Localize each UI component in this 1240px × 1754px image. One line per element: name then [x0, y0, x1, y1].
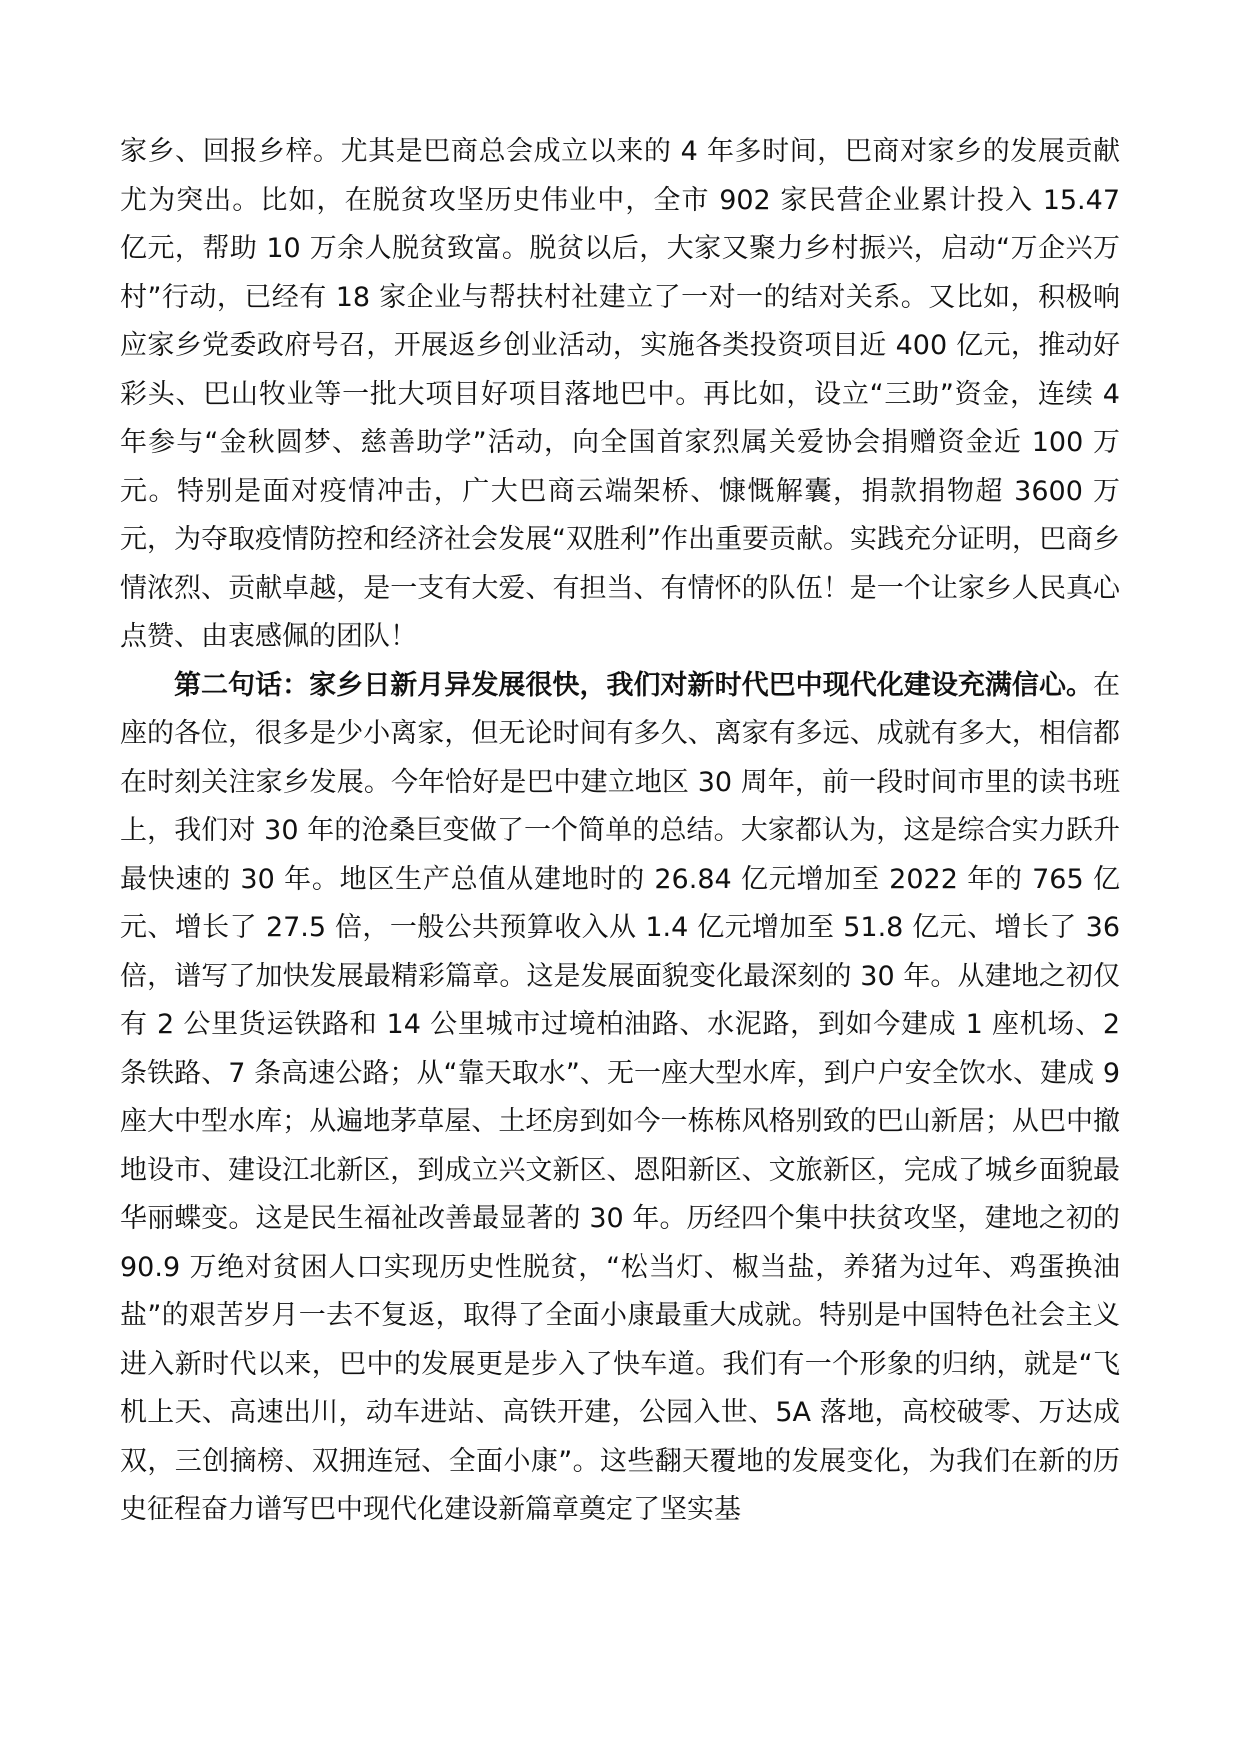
paragraph-2 — [120, 662, 1120, 1535]
paragraph-1-text: 家乡、回报乡梓。尤其是巴商总会成立以来的 4 年多时间，巴商对家乡的发展贡献尤为突出。比如，在脱贫攻坚历史伟业中，全市 902 家民营企业累计投入 15.47 亿元，帮助 10 万余人脱贫致富。脱贫以后，大家又聚力乡村振兴，启动“万企兴万村”行动，已经有 18 家企业与帮扶村社建立了一对一的结对关系。又比如，积极响应家乡党委政府号召，开展返乡创业活动，实施各类投资项目近 400 亿元，推动好彩头、巴山牧业等一批大项目好项目落地巴中。再比如，设立“三助”资金，连续 4 年参与“金秋圆梦、慈善助学”活动，向全国首家烈属关爱协会捐赠资金近 100 万元。特别是面对疫情冲击，广大巴商云端架桥、慷慨解囊，捐款捐物超 3600 万元，为夺取疫情防控和经济社会发展“双胜利”作出重要贡献。实践充分证明，巴商乡情浓烈、贡献卓越，是一支有大爱、有担当、有情怀的队伍！是一个让家乡人民真心点赞、由衷感佩的团队！ — [120, 136, 1120, 652]
paragraph-1 — [120, 128, 1120, 662]
document-page — [120, 128, 1120, 1535]
paragraph-2-text: 在座的各位，很多是少小离家，但无论时间有多久、离家有多远、成就有多大，相信都在时刻关注家乡发展。今年恰好是巴中建立地区 30 周年，前一段时间市里的读书班上，我们对 30 年的沧桑巨变做了一个简单的总结。大家都认为，这是综合实力跃升最快速的 30 年。地区生产总值从建地时的 26.84 亿元增加至 2022 年的 765 亿元、增长了 27.5 倍，一般公共预算收入从 1.4 亿元增加至 51.8 亿元、增长了 36 倍，谱写了加快发展最精彩篇章。这是发展面貌变化最深刻的 30 年。从建地之初仅有 2 公里货运铁路和 14 公里城市过境柏油路、水泥路，到如今建成 1 座机场、2 条铁路、7 条高速公路；从“靠天取水”、无一座大型水库，到户户安全饮水、建成 9 座大中型水库；从遍地茅草屋、土坯房到如今一栋栋风格别致的巴山新居；从巴中撤地设市、建设江北新区，到成立兴文新区、恩阳新区、文旅新区，完成了城乡面貌最华丽蝶变。这是民生福祉改善最显著的 30 年。历经四个集中扶贫攻坚，建地之初的 90.9 万绝对贫困人口实现历史性脱贫，“松当灯、椒当盐，养猪为过年、鸡蛋换油盐”的艰苦岁月一去不复返，取得了全面小康最重大成就。特别是中国特色社会主义进入新时代以来，巴中的发展更是步入了快车道。我们有一个形象的归纳，就是“飞机上天、高速出川，动车进站、高铁开建，公园入世、5A 落地，高校破零、万达成双，三创摘榜、双拥连冠、全面小康”。这些翻天覆地的发展变化，为我们在新的历史征程奋力谱写巴中现代化建设新篇章奠定了坚实基 — [120, 669, 1120, 1525]
paragraph-2-heading: 第二句话：家乡日新月异发展很快，我们对新时代巴中现代化建设充满信心。 — [174, 669, 1093, 701]
